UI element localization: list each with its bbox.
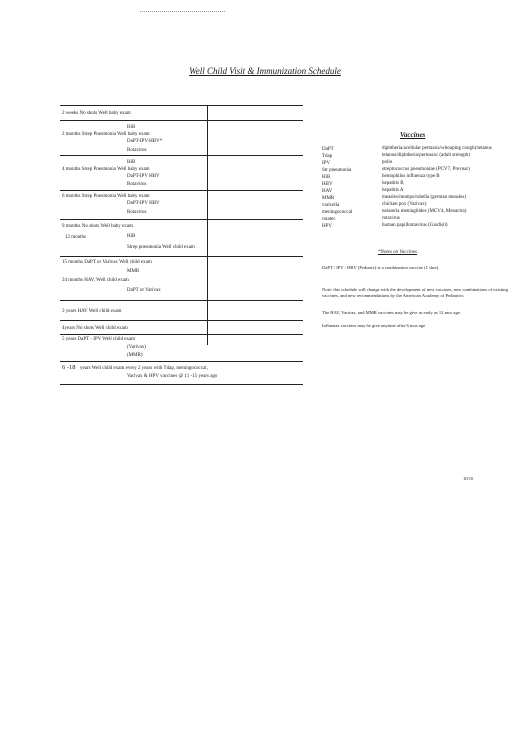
schedule-row-text: 3 years HAV Well child exam [62, 309, 122, 314]
schedule-row-2-months [60, 120, 303, 155]
schedule-row-text: Rotavirus [127, 210, 147, 215]
vaccine-desc: neisseria meningitides (MCV4, Menactra) [382, 209, 467, 214]
vaccine-desc: tetanus/diphtheria/pertussis/ (adult strength) [382, 153, 471, 158]
schedule-row-6-months [60, 190, 303, 219]
note-influenza: Influenza vaccines may be give anytime after 6 mos age [322, 323, 426, 328]
schedule-row-text: HiB [127, 160, 136, 165]
vaccine-abbr: HPV [322, 224, 333, 229]
schedule-row-text: 15 months DaPT or Varivax Well child exam [62, 260, 152, 265]
schedule-row-text: Rotavirus [127, 182, 147, 187]
footer-code: 10/10 [463, 476, 474, 481]
schedule-row-text: DaPT or Varivax [127, 288, 161, 293]
vaccine-abbr: Tdap [322, 154, 333, 159]
schedule-row-text: 2 months Strep Pneumonia Well baby exam [62, 132, 150, 137]
schedule-row-text: years Well child exam every 2 years with Tdap, meningococcal, [80, 366, 208, 371]
top-rule [140, 11, 225, 12]
schedule-row-2-weeks [60, 105, 303, 120]
schedule-row-text: Strep pneumonia Well child exam [127, 245, 195, 250]
schedule-row-age: 6 -18 [62, 364, 76, 371]
vaccine-desc: chicken pox (Varivax) [382, 202, 427, 207]
vaccine-desc: rotavirus [382, 216, 400, 221]
schedule-row-text: HiB [127, 125, 136, 130]
schedule-row-text: 24 months HAV, Well child exam [62, 278, 129, 283]
notes-heading: *Notes on Vaccines [378, 250, 417, 255]
vaccine-desc: polio [382, 160, 393, 165]
schedule-row-text: (Varivax) [127, 345, 146, 350]
schedule-row-4-months [60, 155, 303, 190]
vaccine-desc: hepatitis B [382, 181, 404, 186]
schedule-row-text: HiB [127, 234, 136, 239]
note-pediarix: DaPT / IPV / HBV (Pediarix) is a combination vaccine (1 shot). [322, 265, 440, 270]
vaccine-desc: hepatitis A [382, 188, 404, 193]
vaccine-abbr: meningococcal [322, 210, 353, 215]
vaccine-desc: measles/mumps/rubella (german measles) [382, 195, 466, 200]
schedule-row-text: 4years No shots Well child exam [62, 326, 128, 331]
vaccine-abbr: Str pneumonia [322, 168, 352, 173]
schedule-row-text: Varivax & HPV vaccines @ 11 -15 years ago [127, 374, 218, 379]
schedule-row-text: Rotavirus [127, 148, 147, 153]
vaccines-heading: Vaccines [400, 131, 426, 139]
vaccine-abbr: varicella [322, 203, 340, 208]
schedule-row-text: 9 months No shots Well baby exam [62, 224, 133, 229]
schedule-row-4-years [60, 320, 303, 334]
note-schedule-change: Note: this schedule will change with the development of new vaccines, new combinations of existing vaccines, and new recommendations by the American Academy of Pediatrics [322, 287, 508, 298]
schedule-row-text: 5 years DaPT - IPV Well child exam [62, 337, 136, 342]
vaccine-abbr: HAV [322, 189, 333, 194]
vaccine-abbr: IPV [322, 161, 331, 166]
schedule-row-text: (MMR) [127, 353, 143, 358]
vaccine-desc: hemophilus influenza type B [382, 174, 440, 179]
note-early-vaccines: The HAV, Varivax, and MMR vaccines may be give as early as 12 mos age. [322, 310, 461, 315]
vaccine-abbr: HBV [322, 182, 333, 187]
vaccine-abbr: rotatec [322, 217, 336, 222]
vaccine-desc: streptococcus pneumoniae (PCV7, Prevnar) [382, 167, 470, 172]
schedule-table [60, 105, 303, 385]
vaccine-abbr: HiB [322, 175, 331, 180]
vaccine-desc: human papillomavirus (Gardisil) [382, 223, 448, 228]
schedule-row-9-12-months [60, 219, 303, 256]
page-title: Well Child Visit & Immunization Schedule [189, 66, 341, 76]
schedule-row-text: DaPT-IPV HBV [127, 201, 160, 206]
schedule-row-text: 6 months Strep Pneumonia Well baby exam [62, 194, 150, 199]
schedule-row-text: 12 months [65, 235, 86, 240]
schedule-row-text: 4 months Strep Pneumonia Well baby exam [62, 167, 150, 172]
schedule-row-15-24-months [60, 256, 303, 300]
schedule-column-divider [207, 105, 208, 345]
schedule-row-text: DaPT-IPV HBV [127, 174, 160, 179]
schedule-row-6-18-years [60, 361, 303, 385]
vaccine-abbr: DaPT [322, 147, 334, 152]
schedule-row-text: MMR [127, 269, 140, 274]
vaccine-abbr: MMR [322, 196, 335, 201]
schedule-row-text: DaPT-IPV-HBV* [127, 139, 163, 144]
schedule-row-3-years [60, 300, 303, 320]
schedule-row-5-years [60, 334, 303, 361]
schedule-row-text: 2 weeks No shots Well baby exam [62, 111, 131, 116]
vaccine-desc: diphtheria/acellular pertussis/whooping cough)/tetanus [382, 146, 492, 151]
